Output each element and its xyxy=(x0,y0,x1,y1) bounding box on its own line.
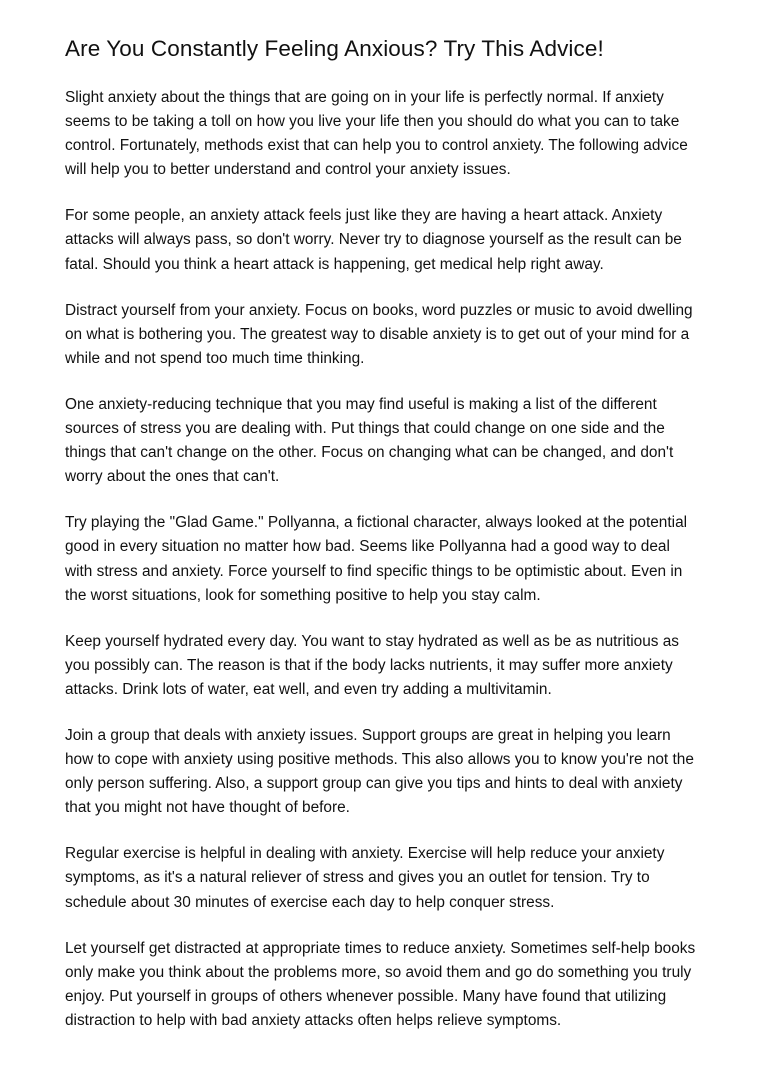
paragraph-glad-game: Try playing the "Glad Game." Pollyanna, a fictional character, always looked at the potential good in every situation no matter how bad. Seems like Pollyanna had a good way to deal with stress and anxiety. Force yourself to find specific things to be optimistic about. Even in the worst situations, look for something positive to help you stay calm. xyxy=(65,514,688,604)
paragraph-intro: Slight anxiety about the things that are going on in your life is perfectly normal. If anxiety seems to be taking a toll on how you live your life then you should do what you can to take control. Fortunately, methods exist that can help you to control anxiety. The following advice will help you to better understand and control your anxiety issues. xyxy=(65,89,688,179)
paragraph-stress-list: One anxiety-reducing technique that you may find useful is making a list of the different sources of stress you are dealing with. Put things that could change on one side and the things that can't change on the other. Focus on changing what can be changed, and don't worry about the ones that can't. xyxy=(65,395,674,486)
document-title: Are You Constantly Feeling Anxious? Try This Advice! xyxy=(65,36,604,61)
paragraph-distraction: Let yourself get distracted at appropriate times to reduce anxiety. Sometimes self-help books only make you think about the problems more, so avoid them and go do something you truly enjoy. Put yourself in groups of others whenever possible. Many have found that utilizing distraction to help with bad anxiety attacks often helps relieve symptoms. xyxy=(65,939,696,1029)
paragraph-support-group: Join a group that deals with anxiety issues. Support groups are great in helping you learn how to cope with anxiety using positive methods. This also allows you to know you're not the only person suffering. Also, a support group can give you tips and hints to deal with anxiety that you might not have thought of before. xyxy=(65,726,694,817)
paragraph-distract: Distract yourself from your anxiety. Focus on books, word puzzles or music to avoid dwelling on what is bothering you. The greatest way to disable anxiety is to get out of your mind for a while and not spend too much time thinking. xyxy=(65,301,693,367)
paragraph-hydration: Keep yourself hydrated every day. You want to stay hydrated as well as be as nutritious as you possibly can. The reason is that if the body lacks nutrients, it may suffer more anxiety attacks. Drink lots of water, eat well, and even try adding a multivitamin. xyxy=(65,632,679,698)
paragraph-exercise: Regular exercise is helpful in dealing with anxiety. Exercise will help reduce your anxiety symptoms, as it's a natural reliever of stress and gives you an outlet for tension. Try to schedule about 30 minutes of exercise each day to help conquer stress. xyxy=(65,845,665,911)
paragraph-heart-attack: For some people, an anxiety attack feels just like they are having a heart attack. Anxiety attacks will always pass, so don't worry. Never try to diagnose yourself as the result can be fatal. Should you think a heart attack is happening, get medical help right away. xyxy=(65,207,682,273)
